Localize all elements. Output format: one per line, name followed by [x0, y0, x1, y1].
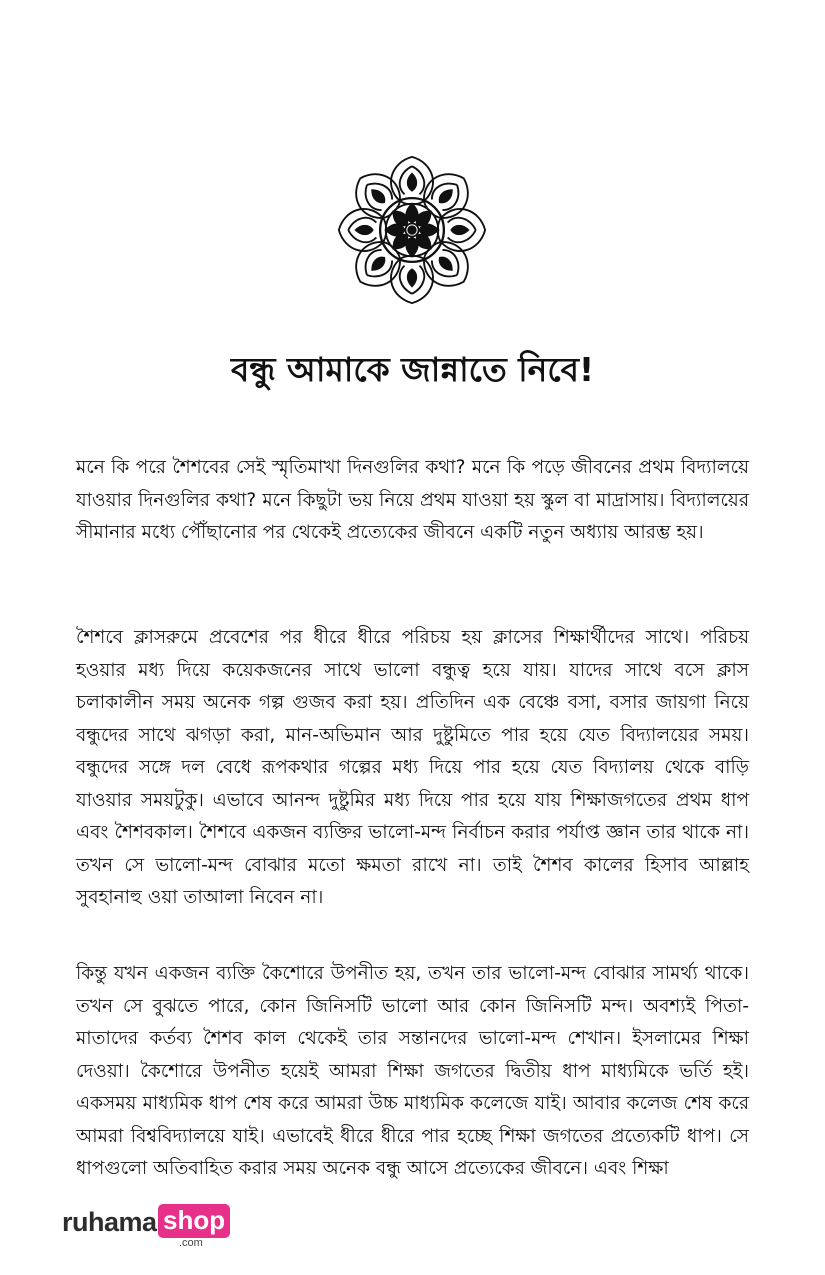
paragraph-2: শৈশবে ক্লাসরুমে প্রবেশের পর ধীরে ধীরে পরিচয় হয় ক্লাসের শিক্ষার্থীদের সাথে। পরিচয় হওয়ার মধ্য দিয়ে কয়েকজনের সাথে ভালো বন্ধুত্ব হয়ে যায়। যাদের সাথে বসে ক্লাস চলাকালীন সময় অনেক গল্প গুজব করা হয়। প্রতিদিন এক বেঞ্চে বসা, বসার জায়গা নিয়ে বন্ধুদের সাথে ঝগড়া করা, মান-অভিমান আর দুষ্টুমিতে পার হয়ে যেত বিদ্যালয়ের সময়। বন্ধুদের সঙ্গে দল বেধে রূপকথার গল্পের মধ্য দিয়ে পার হয়ে যেত বিদ্যালয় থেকে বাড়ি যাওয়ার সময়টুকু। এভাবে আনন্দ দুষ্টুমির মধ্য দিয়ে পার হয়ে যায় শিক্ষাজগতের প্রথম ধাপ এবং শৈশবকাল। শৈশবে একজন ব্যক্তির ভালো-মন্দ নির্বাচন করার পর্যাপ্ত জ্ঞান তার থাকে না। তখন সে ভালো-মন্দ বোঝার মতো ক্ষমতা রাখে না। তাই শৈশব কালের হিসাব আল্লাহ সুবহানাহু ওয়া তাআলা নিবেন না। — [76, 627, 749, 908]
mandala-ornament-icon — [337, 150, 487, 310]
logo-text-shop: shop — [158, 1204, 230, 1238]
page-title: বন্ধু আমাকে জান্নাতে নিবে! — [230, 350, 595, 389]
paragraph-1: মনে কি পরে শৈশবের সেই স্মৃতিমাখা দিনগুলির কথা? মনে কি পড়ে জীবনের প্রথম বিদ্যালয়ে যাওয়ার দিনগুলির কথা? মনে কিছুটা ভয় নিয়ে প্রথম যাওয়া হয় স্কুল বা মাদ্রাসায়। বিদ্যালয়ের সীমানার মধ্যে পৌঁছানোর পর থেকেই প্রত্যেকের জীবনে একটি নতুন অধ্যায় আরম্ভ হয়। — [76, 457, 749, 543]
logo-text-ruhama: ruhama — [62, 1207, 157, 1237]
paragraph-3: কিন্তু যখন একজন ব্যক্তি কৈশোরে উপনীত হয়, তখন তার ভালো-মন্দ বোঝার সামর্থ্য থাকে। তখন সে বুঝতে পারে, কোন জিনিসটি ভালো আর কোন জিনিসটি মন্দ। অবশ্যই পিতা-মাতাদের কর্তব্য শৈশব কাল থেকেই তার সন্তানদের ভালো-মন্দ শেখান। ইসলামের শিক্ষা দেওয়া। কৈশোরে উপনীত হয়েই আমরা শিক্ষা জগতের দ্বিতীয় ধাপ মাধ্যমিকে ভর্তি হই। একসময় মাধ্যমিক ধাপ শেষ করে আমরা উচ্চ মাধ্যমিক কলেজে যাই। আবার কলেজ শেষ করে আমরা বিশ্ববিদ্যালয়ে যাই। এভাবেই ধীরে ধীরে পার হচ্ছে শিক্ষা জগতের প্রত্যেকটি ধাপ। সে ধাপগুলো অতিবাহিত করার সময় অনেক বন্ধু আসে প্রত্যেকের জীবনে। এবং শিক্ষা — [76, 963, 749, 1179]
logo-text-com: .com — [179, 1237, 203, 1249]
ruhamashop-logo — [62, 1203, 232, 1253]
